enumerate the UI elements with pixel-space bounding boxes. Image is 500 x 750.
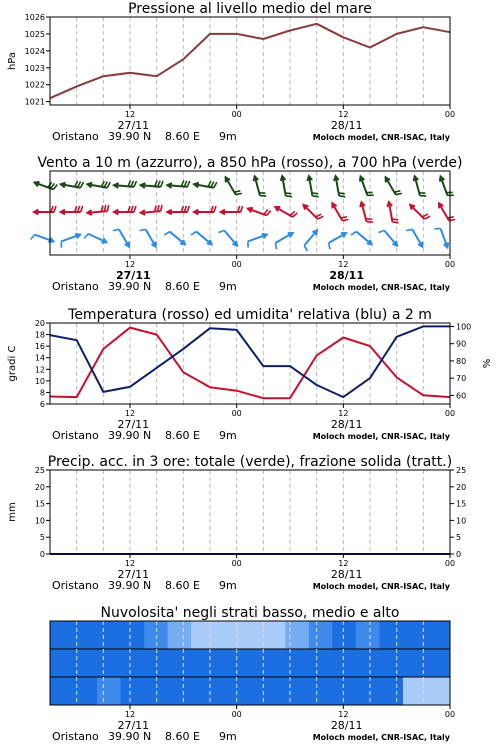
cloud-cell — [50, 649, 74, 678]
y-tick-label: 1023 — [24, 63, 45, 73]
x-tick-label: 00 — [231, 110, 242, 119]
y-axis-label: gradi C — [7, 345, 18, 382]
location-lat: 39.90 N — [108, 730, 152, 743]
cloud-cell — [144, 649, 168, 678]
plot-border — [50, 323, 450, 404]
cloud-cell — [309, 677, 333, 706]
cloud-cell — [379, 649, 403, 678]
y-tick-label: 16 — [34, 342, 45, 352]
wind-arrow — [191, 232, 212, 245]
x-tick-label: 12 — [124, 110, 136, 119]
cloud-cell — [121, 621, 145, 650]
y2-tick-label: 100 — [456, 322, 472, 332]
cloud-cell — [121, 649, 145, 678]
wind-arrow — [114, 206, 136, 214]
location-lon: 8.60 E — [165, 730, 200, 743]
temperature-line — [50, 328, 450, 399]
wind-arrow — [434, 229, 448, 248]
wind-arrow — [167, 181, 189, 188]
y-tick-label: 5 — [39, 533, 45, 543]
cloud-cell — [144, 677, 168, 706]
wind-arrow — [194, 181, 217, 188]
cloud-cell — [168, 649, 192, 678]
model-credit: Moloch model, CNR-ISAC, Italy — [312, 283, 450, 292]
location-lon: 8.60 E — [165, 280, 200, 293]
cloud-cell — [50, 677, 74, 706]
y-tick-label: 20 — [34, 319, 45, 328]
date-label: 28/11 — [330, 719, 363, 732]
y-tick-label: 6 — [39, 400, 45, 409]
location-lon: 8.60 E — [165, 130, 200, 143]
y-tick-label: 1026 — [24, 13, 45, 22]
cloud-cell — [97, 621, 121, 650]
date-label: 27/11 — [117, 418, 150, 431]
y-tick-label: 20 — [34, 482, 45, 492]
wind-arrow — [35, 182, 58, 190]
wind-arrow — [332, 203, 348, 220]
y-tick-label: 12 — [34, 365, 45, 375]
y2-tick-label: 70 — [456, 374, 467, 384]
cloud-cell — [262, 649, 286, 678]
wind-arrow — [87, 205, 108, 215]
wind-arrow — [167, 206, 189, 214]
x-tick-label: 12 — [338, 110, 349, 119]
cloud-cell — [50, 621, 74, 650]
humidity-line — [50, 326, 450, 397]
cloud-cell — [191, 649, 215, 678]
cloud-cell — [356, 621, 380, 650]
cloud-cell — [97, 649, 121, 678]
panel-title-2: Temperatura (rosso) ed umidita' relativa (blu) a 2 m — [68, 307, 432, 323]
wind-arrow — [410, 205, 430, 219]
cloud-cell — [144, 621, 168, 650]
cloud-cell — [168, 677, 192, 706]
location-lon: 8.60 E — [165, 429, 200, 442]
y-axis-label: mm — [7, 502, 18, 522]
wind-arrow — [141, 205, 162, 215]
wind-arrow — [304, 230, 317, 251]
cloud-cell — [426, 649, 450, 678]
location-lon: 8.60 E — [165, 579, 200, 592]
y-tick-label: 1025 — [24, 29, 45, 39]
cloud-cell — [309, 621, 333, 650]
wind-arrow — [141, 181, 163, 188]
wind-arrow — [164, 232, 185, 245]
location-name: Oristano — [52, 130, 99, 143]
y2-tick-label: 60 — [456, 391, 467, 401]
x-tick-label: 12 — [124, 710, 136, 719]
location-elev: 9m — [219, 730, 237, 743]
y2-tick-label: 20 — [456, 482, 467, 492]
wind-arrow — [61, 206, 83, 214]
model-credit: Moloch model, CNR-ISAC, Italy — [312, 582, 450, 591]
x-tick-label: 12 — [338, 260, 349, 269]
y-tick-label: 1021 — [24, 97, 45, 107]
date-label: 28/11 — [330, 119, 363, 132]
location-lat: 39.90 N — [108, 429, 152, 442]
cloud-cell — [332, 677, 356, 706]
model-credit: Moloch model, CNR-ISAC, Italy — [312, 133, 450, 142]
y-tick-label: 1022 — [24, 80, 45, 90]
cloud-cell — [285, 621, 309, 650]
plot-border — [50, 17, 450, 105]
date-label: 27/11 — [116, 269, 151, 282]
panel-title-0: Pressione al livello medio del mare — [128, 1, 372, 17]
wind-arrow — [386, 177, 402, 194]
x-tick-label: 00 — [231, 260, 242, 269]
y2-tick-label: 5 — [456, 533, 462, 543]
y2-tick-label: 0 — [456, 550, 462, 559]
cloud-cell — [285, 649, 309, 678]
location-elev: 9m — [219, 579, 237, 592]
location-lat: 39.90 N — [108, 579, 152, 592]
x-tick-label: 12 — [338, 559, 349, 568]
wind-arrow — [61, 234, 80, 248]
x-tick-label: 00 — [444, 559, 456, 568]
x-tick-label: 00 — [444, 409, 456, 418]
x-tick-label: 12 — [124, 260, 136, 269]
cloud-cell — [215, 649, 239, 678]
wind-arrow — [194, 206, 216, 214]
location-name: Oristano — [52, 429, 99, 442]
cloud-cell — [356, 677, 380, 706]
wind-arrow — [440, 177, 454, 196]
wind-arrow — [226, 177, 242, 194]
location-lat: 39.90 N — [108, 280, 152, 293]
cloud-cell — [332, 621, 356, 650]
x-tick-label: 12 — [124, 409, 136, 418]
y-axis-label: hPa — [7, 51, 18, 71]
wind-arrow — [139, 229, 155, 246]
cloud-cell — [215, 621, 239, 650]
cloud-cell — [309, 649, 333, 678]
y-tick-label: 10 — [34, 516, 45, 526]
cloud-cell — [379, 621, 403, 650]
x-tick-label: 12 — [338, 409, 349, 418]
y2-tick-label: 80 — [456, 356, 467, 366]
date-label: 28/11 — [330, 568, 363, 581]
wind-arrow — [360, 202, 373, 222]
wind-arrow — [248, 234, 267, 248]
wind-arrow — [114, 181, 136, 188]
wind-arrow — [360, 177, 374, 196]
x-tick-label: 00 — [231, 409, 242, 418]
x-tick-label: 12 — [338, 710, 349, 719]
pressure-line — [50, 24, 450, 98]
location-elev: 9m — [219, 130, 237, 143]
x-tick-label: 00 — [231, 710, 242, 719]
cloud-cell — [356, 649, 380, 678]
x-tick-label: 00 — [444, 260, 456, 269]
y-tick-label: 14 — [34, 353, 45, 363]
cloud-cell — [262, 677, 286, 706]
wind-arrow — [221, 206, 243, 214]
cloud-cell — [238, 677, 262, 706]
x-tick-label: 00 — [444, 710, 456, 719]
y-tick-label: 10 — [34, 376, 45, 386]
date-label: 28/11 — [329, 269, 364, 282]
y2-tick-label: 10 — [456, 516, 467, 526]
location-lat: 39.90 N — [108, 130, 152, 143]
cloud-cell — [238, 621, 262, 650]
wind-arrow — [406, 229, 422, 246]
model-credit: Moloch model, CNR-ISAC, Italy — [312, 733, 450, 742]
cloud-cell — [215, 677, 239, 706]
location-elev: 9m — [219, 280, 237, 293]
panel-title-1: Vento a 10 m (azzurro), a 850 hPa (rosso), a 700 hPa (verde) — [37, 155, 463, 171]
plot-border — [50, 470, 450, 554]
date-label: 27/11 — [117, 568, 150, 581]
cloud-cell — [285, 677, 309, 706]
location-elev: 9m — [219, 429, 237, 442]
cloud-cell — [121, 677, 145, 706]
wind-arrow — [304, 205, 324, 219]
cloud-cell — [97, 677, 121, 706]
panel-title-4: Nuvolosita' negli strati basso, medio e alto — [100, 605, 400, 621]
panel-title-3: Precip. acc. in 3 ore: totale (verde), frazione solida (tratt.) — [47, 454, 453, 470]
cloud-cell — [191, 621, 215, 650]
wind-arrow — [248, 208, 271, 216]
y-tick-label: 25 — [34, 466, 45, 475]
x-tick-label: 12 — [124, 559, 136, 568]
wind-arrow — [378, 230, 397, 245]
y2-tick-label: 90 — [456, 339, 467, 349]
wind-arrow — [254, 176, 267, 196]
y-tick-label: 1024 — [24, 46, 45, 56]
wind-arrow — [34, 206, 56, 214]
wind-arrow — [439, 203, 455, 220]
cloud-cell — [426, 621, 450, 650]
y2-tick-label: 25 — [456, 466, 467, 475]
y-tick-label: 0 — [39, 550, 45, 559]
cloud-cell — [262, 621, 286, 650]
cloud-cell — [426, 677, 450, 706]
wind-arrow — [275, 207, 297, 217]
location-name: Oristano — [52, 579, 99, 592]
y2-tick-label: 15 — [456, 499, 467, 509]
wind-arrow — [387, 202, 398, 223]
date-label: 27/11 — [117, 119, 150, 132]
wind-arrow — [61, 181, 84, 188]
date-label: 27/11 — [117, 719, 150, 732]
model-credit: Moloch model, CNR-ISAC, Italy — [312, 432, 450, 441]
cloud-cell — [238, 649, 262, 678]
y-tick-label: 8 — [39, 388, 45, 398]
wind-arrow — [87, 181, 110, 188]
y-tick-label: 18 — [34, 330, 45, 340]
location-name: Oristano — [52, 280, 99, 293]
location-name: Oristano — [52, 730, 99, 743]
y-tick-label: 15 — [34, 499, 45, 509]
wind-arrow — [113, 229, 129, 246]
date-label: 28/11 — [330, 418, 363, 431]
x-tick-label: 00 — [444, 110, 456, 119]
cloud-cell — [379, 677, 403, 706]
cloud-cell — [168, 621, 192, 650]
wind-arrow — [351, 232, 372, 245]
x-tick-label: 00 — [231, 559, 242, 568]
cloud-cell — [191, 677, 215, 706]
y2-axis-label: % — [482, 358, 493, 369]
wind-arrow — [218, 230, 237, 245]
cloud-cell — [332, 649, 356, 678]
wind-arrow — [414, 176, 427, 196]
